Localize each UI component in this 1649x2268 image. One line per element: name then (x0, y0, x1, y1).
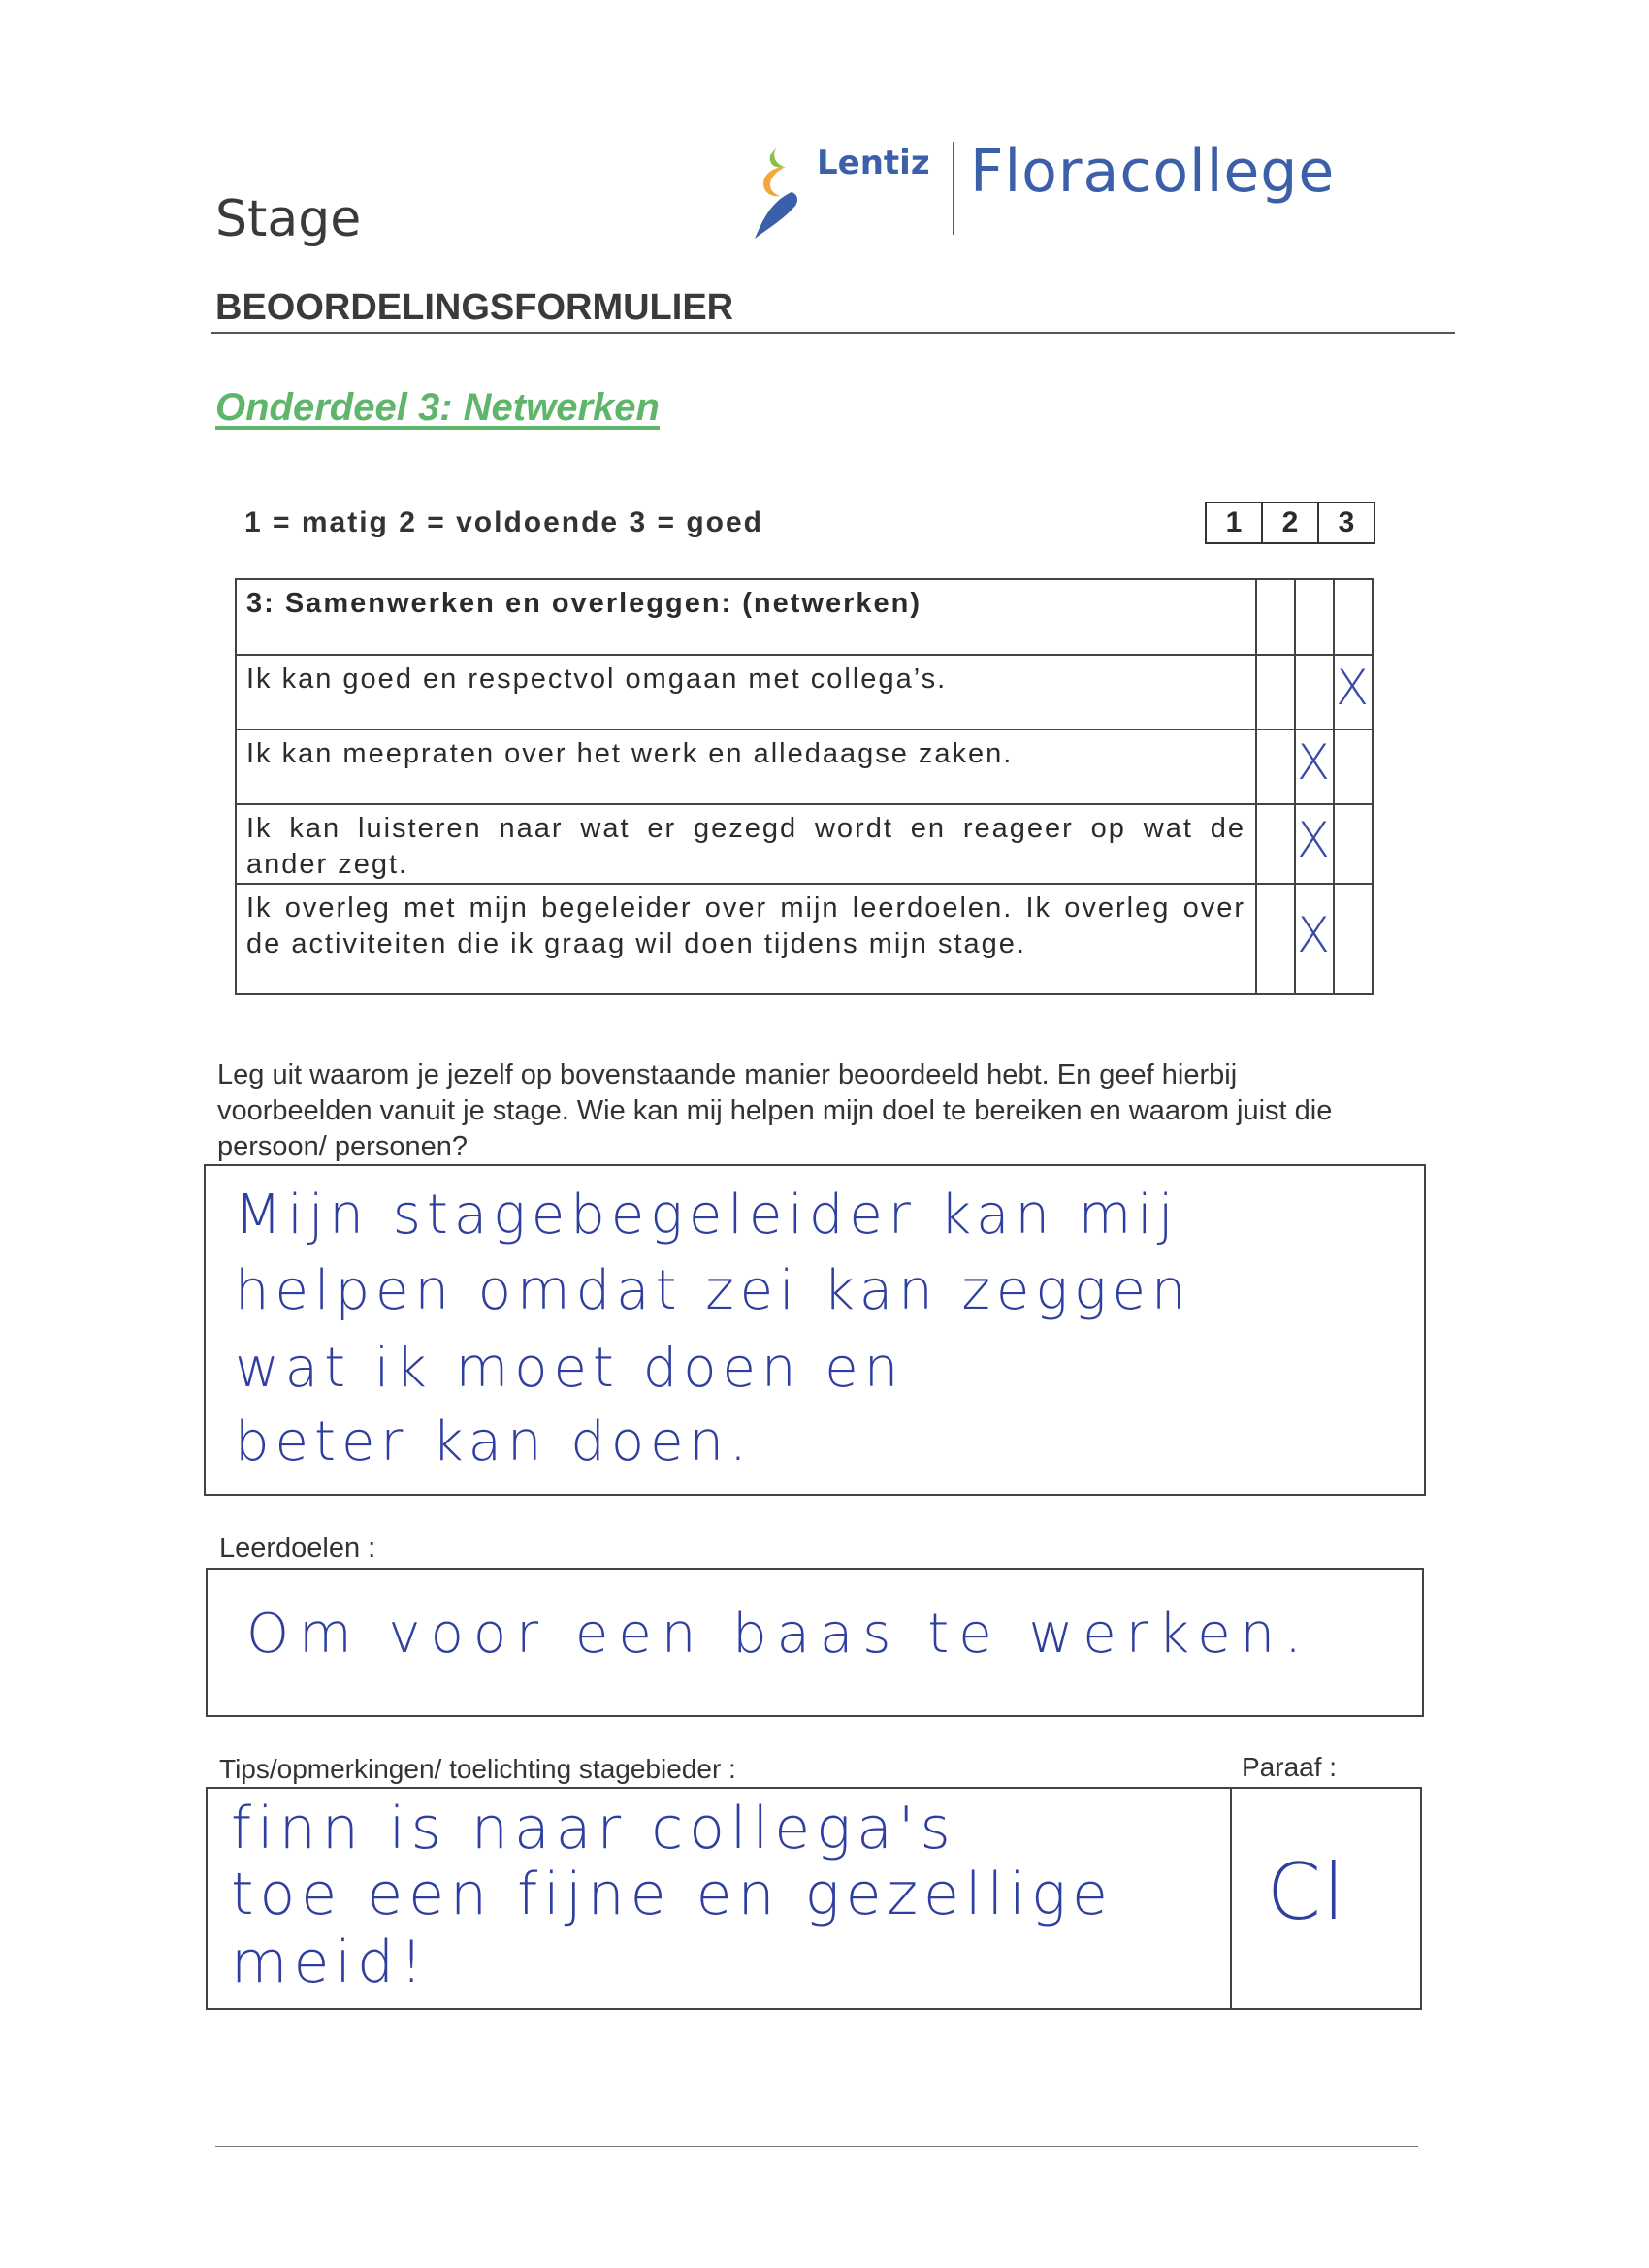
criterion-row (236, 804, 1373, 884)
criterion-text: Ik kan goed en respectvol omgaan met collega’s. (236, 655, 1256, 729)
handwritten-x-mark: X (1296, 734, 1333, 791)
score-cell (1295, 579, 1334, 655)
criterion-row (236, 729, 1373, 804)
scale-col-2: 2 (1261, 503, 1317, 542)
stage-heading: Stage (215, 190, 362, 248)
criterion-row (236, 884, 1373, 994)
score-cell[interactable] (1295, 804, 1334, 884)
handwritten-x-mark: X (1296, 811, 1333, 868)
score-cell[interactable] (1256, 729, 1295, 804)
reflection-question: Leg uit waarom je jezelf op bovenstaande manier beoordeeld hebt. En geef hierbij voorbeelden vanuit je stage. Wie kan mij helpen mijn doel te bereiken en waarom juist die persoon/ personen? (217, 1059, 1333, 1162)
score-cell[interactable] (1295, 655, 1334, 729)
criterion-text: Ik overleg met mijn begeleider over mijn leerdoelen. Ik overleg over de activiteiten die ik graag wil doen tijdens mijn stage. (236, 884, 1256, 994)
logo-college-text: Floracollege (970, 138, 1336, 206)
logo-divider (953, 142, 954, 235)
criterion-text: Ik kan meepraten over het werk en alledaagse zaken. (236, 729, 1256, 804)
score-cell[interactable] (1295, 729, 1334, 804)
paraaf-box[interactable] (1230, 1787, 1422, 2010)
footer-rule (215, 2146, 1418, 2147)
scale-column-headers (1205, 502, 1375, 544)
score-cell[interactable] (1334, 655, 1373, 729)
criterion-row (236, 655, 1373, 729)
handwritten-x-mark: X (1296, 906, 1333, 963)
logo-brand-text: Lentiz (817, 144, 930, 182)
header-rule (211, 332, 1455, 334)
handwritten-x-mark: X (1335, 660, 1372, 716)
lentiz-floracollege-logo (737, 138, 1377, 244)
leerdoelen-label: Leerdoelen : (219, 1533, 376, 1564)
handwritten-tips-line: finn is naar collega's (231, 1795, 956, 1863)
scale-col-3: 3 (1317, 503, 1374, 542)
score-cell[interactable] (1256, 884, 1295, 994)
score-cell (1334, 579, 1373, 655)
handwritten-answer-line: helpen omdat zei kan zeggen (235, 1259, 1192, 1322)
criteria-heading: 3: Samenwerken en overleggen: (netwerken) (236, 579, 1256, 655)
score-cell[interactable] (1256, 804, 1295, 884)
reflection-answer-box[interactable] (204, 1164, 1426, 1496)
score-cell[interactable] (1334, 729, 1373, 804)
criteria-heading-row (236, 579, 1373, 655)
score-cell[interactable] (1256, 655, 1295, 729)
criteria-table (235, 578, 1374, 995)
leerdoelen-answer-box[interactable] (206, 1568, 1424, 1717)
form-title: BEOORDELINGSFORMULIER (215, 287, 734, 328)
section-title: Onderdeel 3: Netwerken (215, 386, 660, 429)
score-cell[interactable] (1334, 804, 1373, 884)
handwritten-tips-line: meid! (231, 1928, 430, 1996)
handwritten-paraaf-initials: Cl (1267, 1847, 1347, 1937)
score-cell[interactable] (1295, 884, 1334, 994)
criterion-text: Ik kan luisteren naar wat er gezegd wordt en reageer op wat de ander zegt. (236, 804, 1256, 884)
tips-label: Tips/opmerkingen/ toelichting stagebieder : (219, 1754, 736, 1784)
paraaf-label: Paraaf : (1242, 1752, 1338, 1782)
handwritten-answer-line: Mijn stagebegeleider kan mij (235, 1183, 1180, 1247)
handwritten-tips-line: toe een fijne en gezellige (231, 1861, 1114, 1928)
handwritten-leerdoel: Om voor een baas te werken. (246, 1603, 1311, 1666)
score-cell (1256, 579, 1295, 655)
flame-logo-icon (741, 138, 809, 244)
score-cell[interactable] (1334, 884, 1373, 994)
handwritten-answer-line: beter kan doen. (235, 1410, 753, 1474)
scale-col-1: 1 (1225, 506, 1243, 538)
scale-legend: 1 = matig 2 = voldoende 3 = goed (244, 506, 763, 538)
handwritten-answer-line: wat ik moet doen en (235, 1337, 905, 1400)
